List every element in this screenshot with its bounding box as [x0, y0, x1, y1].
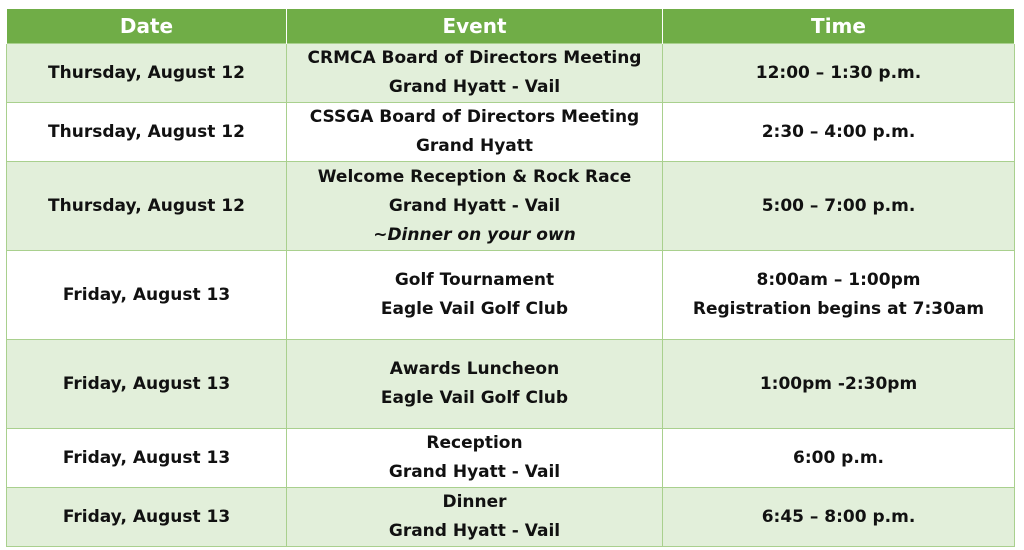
column-header-time: Time: [663, 9, 1015, 44]
event-title: Dinner: [442, 492, 507, 512]
event-title: Reception: [426, 433, 523, 453]
time-text: 1:00pm -2:30pm: [759, 373, 918, 394]
event-location: Grand Hyatt: [415, 136, 534, 156]
time-cell: [663, 44, 1015, 103]
event-location: Grand Hyatt - Vail: [388, 521, 561, 541]
time-text: 5:00 – 7:00 p.m.: [761, 195, 916, 216]
event-title: Awards Luncheon: [389, 359, 560, 379]
time-text: 12:00 – 1:30 p.m.: [755, 62, 922, 83]
event-location: Grand Hyatt - Vail: [388, 462, 561, 482]
event-cell: [287, 429, 663, 488]
column-header-event: Event: [287, 9, 663, 44]
table-row: [7, 340, 1015, 429]
date-cell: Friday, August 13: [7, 488, 287, 547]
table-row: [7, 488, 1015, 547]
column-header-date: Date: [7, 9, 287, 44]
date-cell: Friday, August 13: [7, 251, 287, 340]
event-cell: [287, 488, 663, 547]
time-cell: [663, 429, 1015, 488]
table-row: [7, 251, 1015, 340]
date-cell: Friday, August 13: [7, 340, 287, 429]
time-cell: [663, 488, 1015, 547]
event-cell: [287, 103, 663, 162]
event-cell: [287, 340, 663, 429]
event-title: CSSGA Board of Directors Meeting: [309, 107, 640, 127]
time-cell: [663, 251, 1015, 340]
event-location: Eagle Vail Golf Club: [380, 299, 569, 319]
time-text: 8:00am – 1:00pm: [756, 270, 921, 290]
table-header-row: [7, 9, 1015, 44]
time-text: 2:30 – 4:00 p.m.: [761, 121, 916, 142]
event-title: Welcome Reception & Rock Race: [317, 166, 632, 187]
table-row: [7, 103, 1015, 162]
table-row: [7, 44, 1015, 103]
event-location: Grand Hyatt - Vail: [388, 77, 561, 97]
event-title: CRMCA Board of Directors Meeting: [307, 48, 642, 68]
event-location: Eagle Vail Golf Club: [380, 388, 569, 408]
event-schedule-table: [6, 9, 1015, 547]
table-row: [7, 429, 1015, 488]
event-cell: [287, 44, 663, 103]
time-cell: [663, 162, 1015, 251]
registration-note: Registration begins at 7:30am: [692, 299, 985, 319]
date-cell: Friday, August 13: [7, 429, 287, 488]
event-note: ~Dinner on your own: [373, 224, 576, 245]
event-title: Golf Tournament: [394, 270, 555, 290]
date-cell: Thursday, August 12: [7, 103, 287, 162]
date-cell: Thursday, August 12: [7, 44, 287, 103]
time-text: 6:00 p.m.: [792, 447, 884, 468]
time-cell: [663, 340, 1015, 429]
time-cell: [663, 103, 1015, 162]
event-cell: [287, 162, 663, 251]
time-text: 6:45 – 8:00 p.m.: [761, 506, 916, 527]
event-cell: [287, 251, 663, 340]
date-cell: Thursday, August 12: [7, 162, 287, 251]
event-location: Grand Hyatt - Vail: [388, 195, 561, 216]
table-row: [7, 162, 1015, 251]
